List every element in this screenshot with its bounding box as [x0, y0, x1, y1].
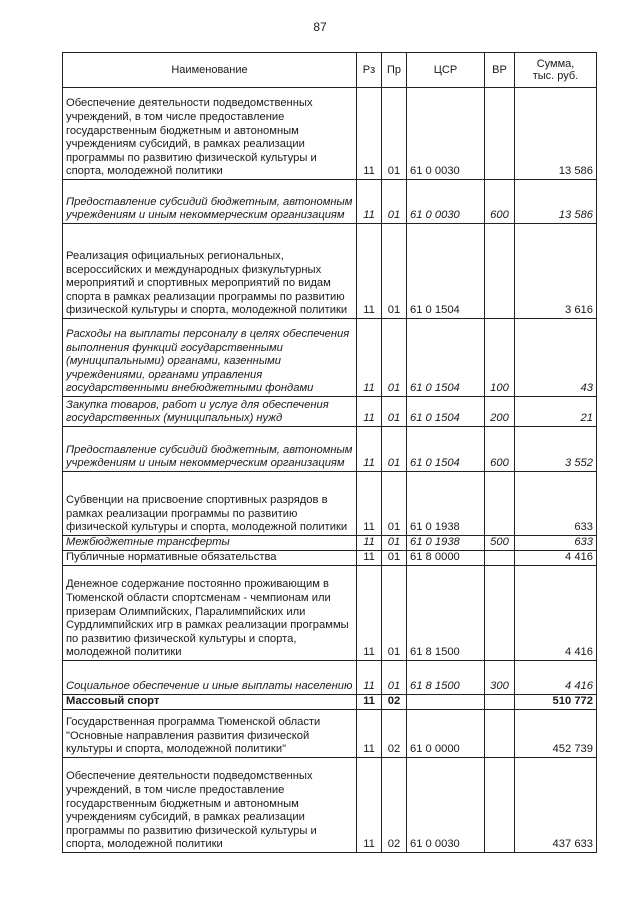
table-row [63, 472, 597, 536]
row-name: Предоставление субсидий бюджетным, автономным учреждениям и иным некоммерческим организациям [63, 180, 357, 224]
table-row [63, 88, 597, 180]
row-name: Государственная программа Тюменской области "Основные направления развития физической культуры и спорта, молодежной политики" [63, 710, 357, 758]
row-rz: 11 [357, 695, 382, 710]
header-name: Наименование [63, 53, 357, 88]
row-sum: 452 739 [515, 710, 597, 758]
budget-table [62, 52, 597, 853]
table-row [63, 427, 597, 472]
row-pr: 01 [382, 427, 407, 472]
row-rz: 11 [357, 758, 382, 853]
row-csr: 61 8 1500 [407, 566, 485, 661]
row-pr: 01 [382, 319, 407, 397]
row-vr [485, 551, 515, 566]
row-name: Социальное обеспечение и иные выплаты населению [63, 661, 357, 695]
row-csr: 61 0 1504 [407, 224, 485, 319]
row-sum: 13 586 [515, 180, 597, 224]
table-row [63, 566, 597, 661]
row-rz: 11 [357, 427, 382, 472]
row-vr: 600 [485, 180, 515, 224]
row-vr [485, 224, 515, 319]
row-name: Расходы на выплаты персоналу в целях обеспечения выполнения функций государственными (муниципальными) органами, казенными учреждениями, органами управления государственными внебюджетными фондами [63, 319, 357, 397]
row-rz: 11 [357, 180, 382, 224]
row-rz: 11 [357, 710, 382, 758]
row-csr: 61 0 0000 [407, 710, 485, 758]
row-sum: 4 416 [515, 551, 597, 566]
row-sum: 437 633 [515, 758, 597, 853]
row-csr: 61 0 0030 [407, 758, 485, 853]
row-vr: 100 [485, 319, 515, 397]
row-rz: 11 [357, 224, 382, 319]
row-sum: 633 [515, 472, 597, 536]
row-sum: 3 616 [515, 224, 597, 319]
row-sum: 43 [515, 319, 597, 397]
row-vr: 600 [485, 427, 515, 472]
table-header [63, 53, 597, 88]
row-pr: 01 [382, 566, 407, 661]
row-pr: 02 [382, 710, 407, 758]
header-pr: Пр [382, 53, 407, 88]
row-sum: 633 [515, 536, 597, 551]
row-csr: 61 0 1504 [407, 427, 485, 472]
row-vr: 200 [485, 397, 515, 427]
row-sum: 13 586 [515, 88, 597, 180]
table-row [63, 180, 597, 224]
row-csr: 61 0 0030 [407, 180, 485, 224]
table-row [63, 397, 597, 427]
row-rz: 11 [357, 536, 382, 551]
page-number: 87 [313, 20, 327, 34]
row-sum: 3 552 [515, 427, 597, 472]
row-name: Закупка товаров, работ и услуг для обеспечения государственных (муниципальных) нужд [63, 397, 357, 427]
header-row [63, 53, 597, 88]
row-pr: 01 [382, 551, 407, 566]
row-name: Обеспечение деятельности подведомственных учреждений, в том числе предоставление государственным бюджетным и автономным учреждениям субсидий, в рамках реализации программы по развитию физической культуры и спорта, молодежной политики [63, 758, 357, 853]
row-csr: 61 0 1938 [407, 472, 485, 536]
row-csr: 61 0 1504 [407, 319, 485, 397]
row-csr: 61 0 1938 [407, 536, 485, 551]
row-sum: 21 [515, 397, 597, 427]
table-row [63, 319, 597, 397]
row-rz: 11 [357, 319, 382, 397]
header-sum [515, 53, 597, 88]
table-row [63, 224, 597, 319]
row-csr: 61 8 0000 [407, 551, 485, 566]
row-rz: 11 [357, 661, 382, 695]
row-vr [485, 758, 515, 853]
row-vr [485, 472, 515, 536]
row-pr: 01 [382, 472, 407, 536]
table-row [63, 758, 597, 853]
header-csr: ЦСР [407, 53, 485, 88]
row-pr: 01 [382, 88, 407, 180]
header-sum-line1: Сумма, [536, 57, 575, 70]
row-csr: 61 0 0030 [407, 88, 485, 180]
row-pr: 01 [382, 397, 407, 427]
table-row [63, 536, 597, 551]
table-row [63, 661, 597, 695]
table-row [63, 710, 597, 758]
row-rz: 11 [357, 472, 382, 536]
row-csr [407, 695, 485, 710]
table-row [63, 695, 597, 710]
row-csr: 61 8 1500 [407, 661, 485, 695]
row-name: Денежное содержание постоянно проживающим в Тюменской области спортсменам - чемпионам или призерам Олимпийских, Паралимпийских или Сурдлимпийских игр в рамках реализации программы по развитию физической культуры и спорта, молодежной политики [63, 566, 357, 661]
header-rz: Рз [357, 53, 382, 88]
row-name: Предоставление субсидий бюджетным, автономным учреждениям и иным некоммерческим организациям [63, 427, 357, 472]
row-vr: 300 [485, 661, 515, 695]
row-vr [485, 88, 515, 180]
row-name: Межбюджетные трансферты [63, 536, 357, 551]
row-sum: 4 416 [515, 661, 597, 695]
row-sum: 4 416 [515, 566, 597, 661]
row-vr [485, 710, 515, 758]
row-pr: 01 [382, 536, 407, 551]
row-rz: 11 [357, 88, 382, 180]
row-pr: 01 [382, 224, 407, 319]
row-sum: 510 772 [515, 695, 597, 710]
row-rz: 11 [357, 551, 382, 566]
row-name: Реализация официальных региональных, всероссийских и международных физкультурных мероприятий и спортивных мероприятий по видам спорта в рамках реализации программы по развитию физической культуры и спорта, молодежной политики [63, 224, 357, 319]
table-row [63, 551, 597, 566]
row-rz: 11 [357, 397, 382, 427]
row-name: Субвенции на присвоение спортивных разрядов в рамках реализации программы по развитию физической культуры и спорта, молодежной политики [63, 472, 357, 536]
header-sum-line2: тыс. руб. [532, 70, 579, 82]
row-vr [485, 695, 515, 710]
row-pr: 02 [382, 758, 407, 853]
row-csr: 61 0 1504 [407, 397, 485, 427]
row-pr: 02 [382, 695, 407, 710]
row-pr: 01 [382, 180, 407, 224]
table-body [63, 88, 597, 853]
row-vr [485, 566, 515, 661]
row-pr: 01 [382, 661, 407, 695]
row-name: Массовый спорт [63, 695, 357, 710]
row-rz: 11 [357, 566, 382, 661]
header-vr: ВР [485, 53, 515, 88]
row-name: Публичные нормативные обязательства [63, 551, 357, 566]
row-vr: 500 [485, 536, 515, 551]
row-name: Обеспечение деятельности подведомственных учреждений, в том числе предоставление государственным бюджетным и автономным учреждениям субсидий, в рамках реализации программы по развитию физической культуры и спорта, молодежной политики [63, 88, 357, 180]
